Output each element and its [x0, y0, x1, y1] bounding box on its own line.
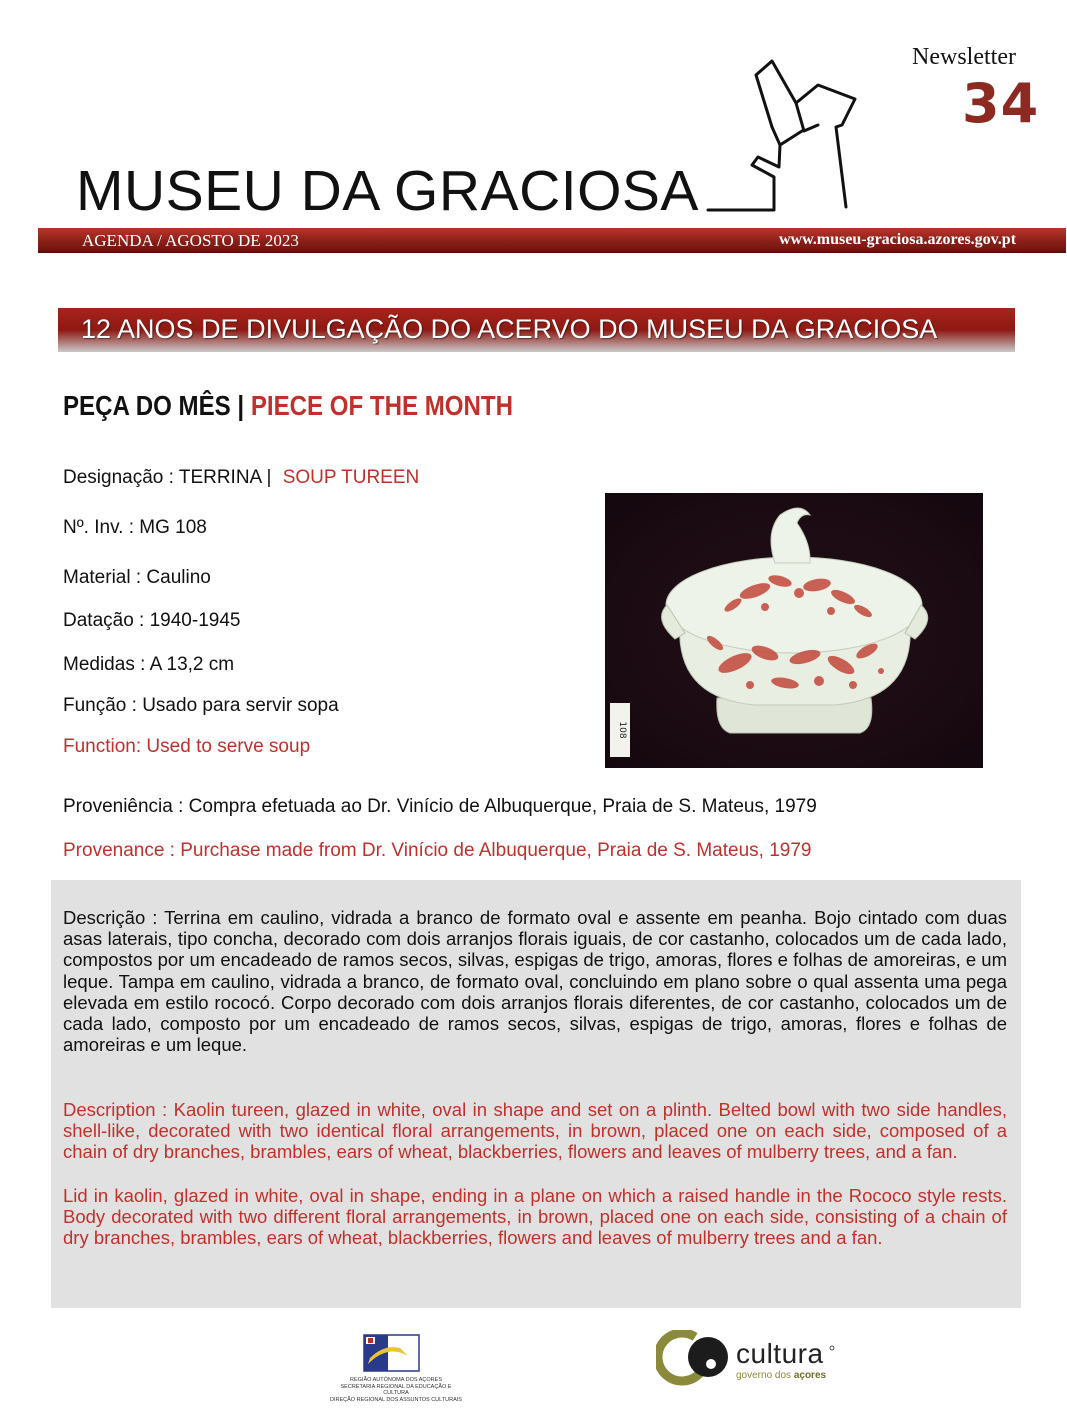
material-field: Material : Caulino — [63, 567, 211, 588]
designation-en: SOUP TUREEN — [282, 467, 420, 488]
tureen-illustration — [605, 493, 983, 768]
designation-field — [63, 467, 419, 489]
cultura-logo — [656, 1330, 836, 1391]
function-en-field: Function: Used to serve soup — [63, 736, 311, 757]
designation-label: Designação : TERRINA | — [63, 467, 272, 488]
section-heading-pt: PEÇA DO MÊS | — [63, 390, 245, 421]
description-en-1: Description : Kaolin tureen, glazed in white, oval in shape and set on a plinth. Belted bowl with two side handles, shell-like, decorated with two identical floral arrangements, in brown, placed one on each side, composed of a chain of dry branches, brambles, ears of wheat, blackberries, flowers and leaves of mulberry trees, and a fan. — [63, 1099, 1007, 1163]
tureen-photo — [605, 493, 983, 768]
section-heading-en: PIECE OF THE MONTH — [250, 390, 514, 421]
inventory-field: Nº. Inv. : MG 108 — [63, 517, 207, 538]
provenance-pt-field: Proveniência : Compra efetuada ao Dr. Vinício de Albuquerque, Praia de S. Mateus, 1979 — [63, 796, 817, 817]
section-heading — [63, 390, 513, 422]
website-link[interactable]: www.museu-graciosa.azores.gov.pt — [779, 231, 1017, 248]
description-pt: Descrição : Terrina em caulino, vidrada a branco de formato oval e assente em peanha. Bojo cintado com duas asas laterais, tipo concha, decorado com dois arranjos florais iguais, de cor castanho, colocados um de cada lado, compostos por um encadeado de ramos secos, silvas, espigas de trigo, amoras, flores e folhas de amoreiras, e um leque. Tampa em caulino, vidrada a branco, de formato oval, concluindo em plano sobre o qual assenta uma pega elevada em estilo rococó. Corpo decorado com dois arranjos florais diferentes, de cor castanho, colocados um de cada lado, composto por um encadeado de ramos secos, silvas, espigas de trigo, amoras, flores e folhas de amoreiras e um leque. — [63, 907, 1007, 1056]
cultura-subtitle-bold: açores — [793, 1370, 827, 1381]
cultura-subtitle-pre: governo dos — [736, 1370, 792, 1381]
newsletter-label: Newsletter — [912, 44, 1016, 70]
agenda-date: AGENDA / AGOSTO DE 2023 — [82, 231, 299, 250]
gov-line-3: DIREÇÃO REGIONAL DOS ASSUNTOS CULTURAIS — [330, 1396, 462, 1403]
gov-line-2: SECRETARIA REGIONAL DA EDUCAÇÃO E CULTURA — [340, 1383, 452, 1396]
tag-number: 108 — [617, 721, 627, 739]
banner-title: 12 ANOS DE DIVULGAÇÃO DO ACERVO DO MUSEU DA GRACIOSA — [81, 314, 938, 344]
gov-line-1: REGIÃO AUTÓNOMA DOS AÇORES — [350, 1377, 442, 1383]
cultura-word: cultura — [736, 1338, 824, 1369]
azores-flag-icon — [328, 1334, 464, 1372]
function-pt-field: Função : Usado para servir sopa — [63, 695, 339, 716]
description-en-2: Lid in kaolin, glazed in white, oval in shape, ending in a plane on which a raised handle in the Rococo style rests. Body decorated with two different floral arrangements, in brown, placed one on each side, consisting of a chain of dry branches, brambles, ears of wheat, blackberries, flowers and leaves of mulberry trees and a fan. — [63, 1185, 1007, 1249]
museum-title: MUSEU DA GRACIOSA — [76, 159, 699, 223]
windmill-logo-icon — [700, 55, 870, 215]
issue-number: 34 — [962, 72, 1040, 135]
provenance-en-field: Provenance : Purchase made from Dr. Vinício de Albuquerque, Praia de S. Mateus, 1979 — [63, 840, 812, 861]
measures-field: Medidas : A 13,2 cm — [63, 654, 235, 675]
azores-government-logo — [328, 1334, 464, 1403]
cultura-subtitle — [736, 1370, 826, 1381]
dating-field: Datação : 1940-1945 — [63, 610, 241, 631]
